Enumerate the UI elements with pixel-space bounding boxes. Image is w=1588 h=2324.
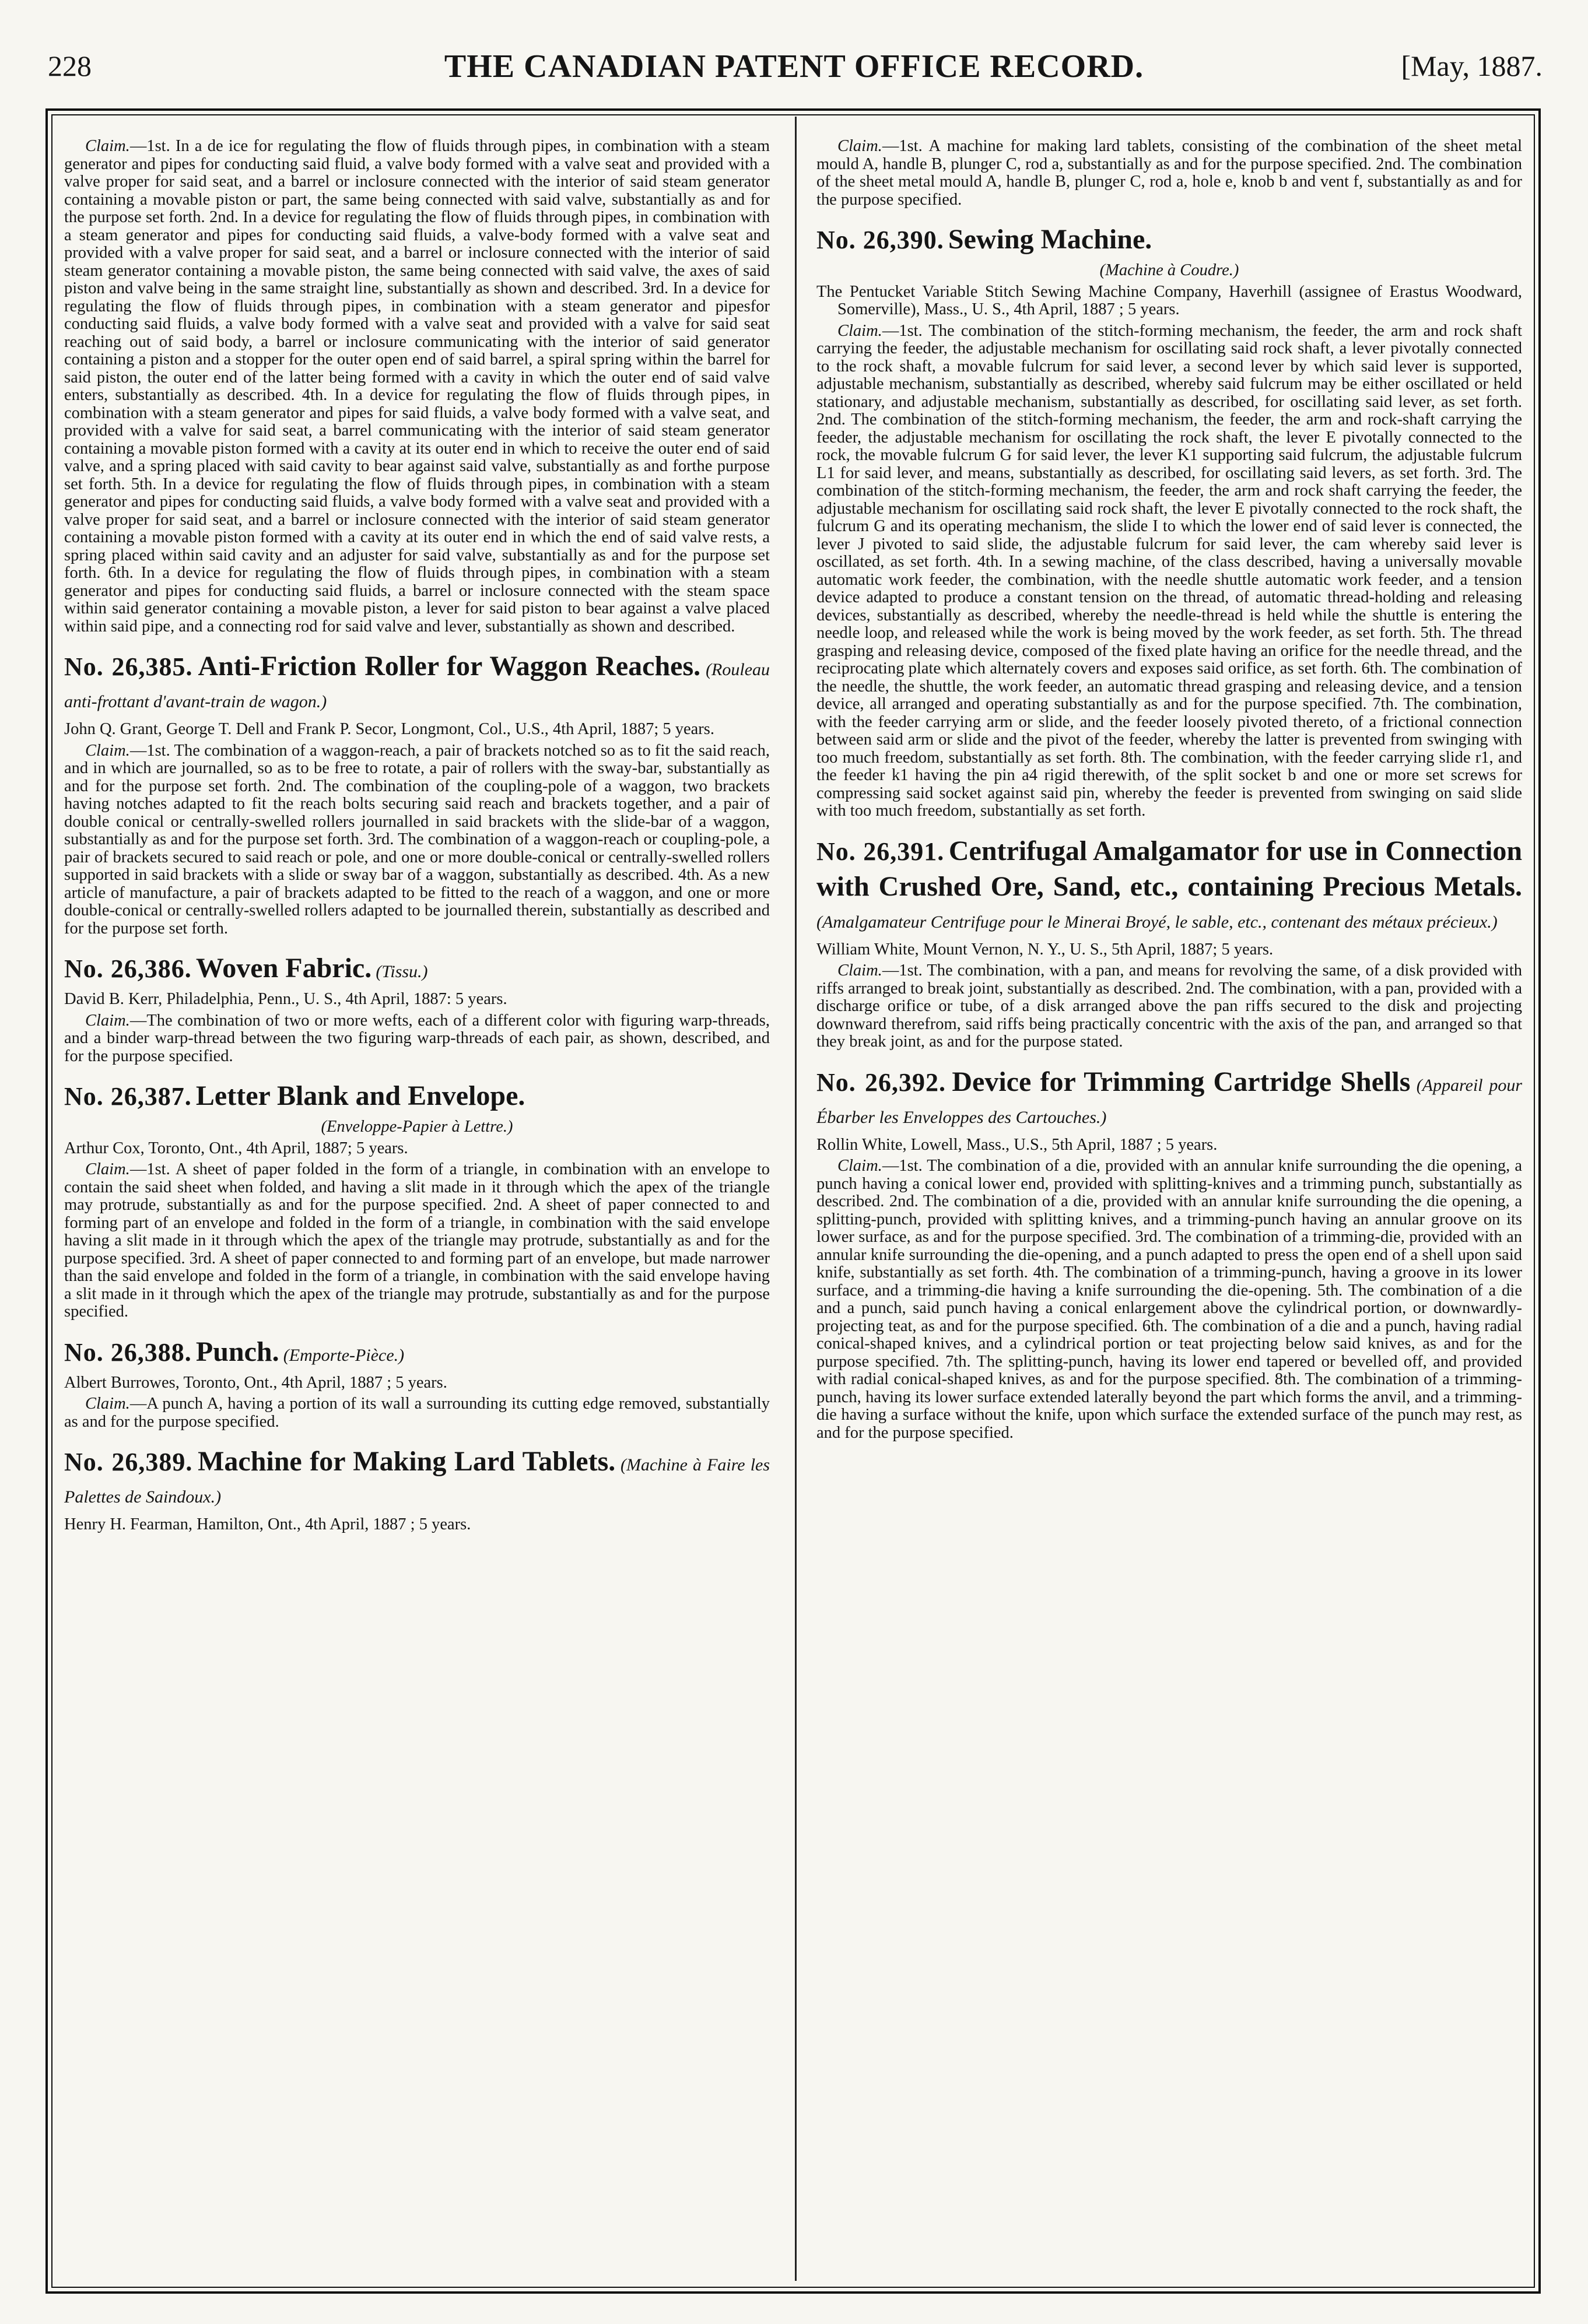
patent-title: Woven Fabric. [195, 953, 372, 984]
patent-title: Device for Trimming Cartridge Shells [952, 1066, 1411, 1097]
french-title: (Machine à Coudre.) [1099, 261, 1239, 279]
patent-number: No. 26,388. [64, 1337, 192, 1367]
patent-applicant: The Pentucket Variable Stitch Sewing Machine Company, Haverhill (assignee of Erastus Woodward, Somerville), Mass., U. S., 4th April, 1887 ; 5 years. [816, 282, 1522, 318]
entry-header-26387 [64, 1080, 770, 1116]
patent-claim [816, 138, 1522, 209]
patent-title: Machine for Making Lard Tablets. [198, 1446, 616, 1477]
patent-number: No. 26,385. [64, 652, 193, 681]
patent-claim [64, 1395, 770, 1431]
patent-applicant: Albert Burrowes, Toronto, Ont., 4th April, 1887 ; 5 years. [64, 1373, 447, 1392]
claim-label: Claim. [85, 741, 130, 760]
page-number: 228 [48, 50, 92, 82]
column-divider [795, 117, 797, 2281]
right-column [816, 138, 1522, 1445]
patent-number: No. 26,390. [816, 226, 944, 254]
patent-number: No. 26,386. [64, 954, 192, 983]
patent-title: Anti-Friction Roller for Waggon Reaches. [198, 651, 701, 682]
claim-text: —1st. A machine for making lard tablets, consisting of the combination of the sheet metal mould A, handle B, plunger C, rod a, substantially as and for the purpose specified. 2nd. The combination of the sheet metal mould A, handle B, plunger C, rod a, hole e, knob b and vent f, substantially as and for the purpose specified. [816, 137, 1522, 209]
patent-claim [816, 322, 1522, 820]
french-title: (Emporte-Pièce.) [283, 1345, 405, 1365]
running-header [35, 36, 1553, 100]
claim-label: Claim. [85, 1011, 130, 1030]
patent-claim [816, 1157, 1522, 1442]
patent-number: No. 26,392. [816, 1068, 946, 1097]
claim-label: Claim. [85, 1160, 130, 1178]
entry-header-26392 [816, 1066, 1522, 1134]
patent-title: Sewing Machine. [948, 224, 1152, 255]
claim-text: —1st. In a de ice for regulating the flow of fluids through pipes, in combination with a steam generator and pipes for conducting said fluid, a valve body formed with a valve seat and provided with a valve proper for said seat, and a barrel or inclosure connected with the interior of said steam generator containing a movable piston or part, the same being connected with said valve, substantially as and for the purpose set forth. 2nd. In a device for regulating the flow of fluids through pipes, in combination with a steam generator and pipes for conducting said fluids, a valve-body formed with a valve seat and provided with a valve proper for said seat, and a barrel or inclosure connected with the interior of said steam generator containing a movable piston, the same being connected with said valve, the axes of said piston and valve being in the same straight line, substantially as shown and described. 3rd. In a device for regulating the flow of fluids through pipes, in combination with a steam generator and pipesfor conducting said fluids, a valve body formed with a valve seat and provided with a valve for said seat reaching out of said body, a barrel or inclosure communicating with the interior of said generator containing a piston and a stopper for the outer open end of said barrel, a spiral spring within the barrel for said piston, the outer end of the latter being formed with a cavity in which the outer end of said valve enters, substantially as described. 4th. In a device for regulating the flow of fluids through pipes, in combination with a steam generator and pipes for said fluids, a valve body formed with a valve seat, and provided with a valve for said seat, a barrel communicating with the interior of said steam generator containing a movable piston formed with a cavity at its outer end in which to receive the outer end of said valve, and a spring placed with said cavity to bear against said valve, substantially as and forthe purpose set forth. 5th. In a device for regulating the flow of fluids through pipes, in combination with a steam generator and pipes for conducting said fluids, a valve body formed with a valve seat and provided with a valve proper for said seat, and a barrel or inclosure connected with the interior of said steam generator containing a movable piston formed with a cavity at its outer end in which the end of said valve rests, a spring placed within said cavity and an adjuster for said valve, substantially as and for the purpose set forth. 6th. In a device for regulating the flow of fluids through pipes, in combination with a steam generator and pipes for conducting said fluids, a barrel or inclosure connected with the steam space within said generator containing a movable piston, a lever for said piston to bear against a valve placed within said pipe, and a connecting rod for said valve and lever, substantially as shown and described. [64, 137, 770, 636]
claim-label: Claim. [837, 321, 882, 340]
claim-label: Claim. [85, 137, 130, 155]
patent-claim [64, 742, 770, 938]
claim-text: —1st. The combination of the stitch-forming mechanism, the feeder, the arm and rock shaft carrying the feeder, the adjustable mechanism for oscillating said rock shaft, a lever pivotally connected to the rock shaft, a movable fulcrum for said lever, a second lever by which said lever is supported, adjustable mechanism, substantially as described, whereby said fulcrum may be either oscillated or held stationary, and adjustable mechanism, substantially as described, for oscillating said lever, as set forth. 2nd. The combination of the stitch-forming mechanism, the feeder, the arm and rock-shaft carrying the feeder, the adjustable mechanism for oscillating the rock shaft, the lever E pivotally connected to the rock, the movable fulcrum G for said lever, the lever K1 supporting said fulcrum, the adjustable fulcrum L1 for said lever, and means, substantially as described, for oscillating said levers, as set forth. 3rd. The combination of the stitch-forming mechanism, the feeder, the arm and rock shaft carrying the feeder, the adjustable mechanism for oscillating said rock shaft, the lever E pivotally connected to the rock shaft, the fulcrum G and its operating mechanism, the slide I to which the lower end of said lever is connected, the lever J pivoted to said slide, the adjustable fulcrum for said lever, the cam whereby said lever is oscillated, as set forth. 4th. In a sewing machine, of the class described, having a universally movable automatic work feeder, the combination, with the needle shuttle automatic work feeder, and a tension device adapted to produce a constant tension on the thread, of automatic thread-holding and releasing devices, substantially as described, whereby the needle-thread is held while the shuttle is entering the needle loop, and released while the work is being moved by the work feeder, as set forth. 5th. The thread grasping and releasing device, composed of the fixed plate having an orifice for the needle thread, and the reciprocating plate which alternately covers and exposes said orifice, as set forth. 6th. The combination of the needle, the shuttle, the work feeder, an automatic thread grasping and releasing device, and a tension device, all arranged and operating substantially as and for the purpose specified. 7th. The combination, with the feeder carrying arm or slide, and the feeder loosely pivoted thereto, of a frictional connection between said arm or slide and the pivot of the feeder, whereby the latter is prevented from swinging with too much freedom, substantially as set forth. 8th. The combination, with the feeder carrying slide r1, and the feeder k1 having the pin a4 rigid therewith, of the split socket b and one or more set screws for compressing said socket against said pin, whereby the feeder is prevented from swinging on said slide with too much freedom, substantially as set forth. [816, 321, 1522, 820]
french-title: (Tissu.) [376, 962, 428, 981]
claim-continued [64, 138, 770, 636]
french-title: (Amalgamateur Centrifuge pour le Minerai Broyé, le sable, etc., contenant des métaux précieux.) [816, 912, 1498, 932]
patent-number: No. 26,391. [816, 837, 945, 866]
patent-applicant: Arthur Cox, Toronto, Ont., 4th April, 1887; 5 years. [64, 1139, 408, 1157]
entry-header-26385 [64, 651, 770, 718]
patent-claim [64, 1012, 770, 1066]
patent-applicant: William White, Mount Vernon, N. Y., U. S., 5th April, 1887; 5 years. [816, 940, 1274, 959]
claim-text: —1st. The combination, with a pan, and means for revolving the same, of a disk provided with riffs arranged to break joint, substantially as described. 2nd. The combination, with a pan, provided with a discharge orifice or tube, of a disk arranged above the pan riffs secured to the disk and projecting downward therefrom, said riffs being practically concentric with the axis of the pan, and arranged so that they break joint, as and for the purpose stated. [816, 961, 1522, 1051]
patent-number: No. 26,389. [64, 1448, 193, 1476]
claim-label: Claim. [837, 1157, 882, 1175]
patent-applicant: John Q. Grant, George T. Dell and Frank P. Secor, Longmont, Col., U.S., 4th April, 1887; 5 years. [64, 720, 715, 738]
entry-header-26389 [64, 1446, 770, 1514]
patent-number: No. 26,387. [64, 1082, 192, 1111]
patent-claim [816, 962, 1522, 1051]
french-title: (Machine à Faire les Palettes de Saindoux.) [64, 1455, 770, 1507]
claim-text: —A punch A, having a portion of its wall a surrounding its cutting edge removed, substantially as and for the purpose specified. [64, 1395, 770, 1431]
patent-title: Punch. [195, 1336, 279, 1367]
patent-applicant: Rollin White, Lowell, Mass., U.S., 5th April, 1887 ; 5 years. [816, 1135, 1218, 1154]
claim-text: —1st. The combination of a waggon-reach, a pair of brackets notched so as to fit the said reach, and in which are journalled, so as to be free to rotate, a pair of rollers with the sway-bar, substantially as and for the purpose set forth. 2nd. The combination of the coupling-pole of a waggon, two brackets having notches adapted to fit the reach bolts securing said reach and brackets together, and a pair of double conical or centrally-swelled rollers journalled in said brackets with the slide-bar of a waggon, substantially as and for the purpose set forth. 3rd. The combination of a waggon-reach or coupling-pole, a pair of brackets secured to said reach or pole, and one or more double-conical or centrally-swelled rollers supported in said brackets with a slide or sway bar of a waggon, substantially as described. 4th. As a new article of manufacture, a pair of brackets adapted to be fitted to the reach of a waggon, and one or more double-conical or centrally-swelled rollers adapted to be journalled therein, substantially as described and for the purpose set forth. [64, 741, 770, 938]
left-column [64, 138, 770, 1537]
patent-title: Letter Blank and Envelope. [195, 1080, 525, 1111]
claim-label: Claim. [85, 1395, 130, 1413]
claim-label: Claim. [837, 961, 882, 980]
claim-text: —1st. The combination of a die, provided with an annular knife surrounding the die opening, a punch having a conical lower end, provided with splitting-knives and a trimming punch, substantially as described. 2nd. The combination of a die, provided with an annular knife surrounding the die opening, a splitting-punch, provided with splitting knives, and a trimming-punch having an annular groove on its lower surface, as and for the purpose specified. 3rd. The combination of a trimming-die, provided with an annular knife surrounding the die-opening, and a punch adapted to press the open end of a shell upon said knife, substantially as set forth. 4th. The combination of a trimming-punch, having a groove in its lower surface, and a trimming-die having a knife surrounding the die-opening. 5th. The combination of a die and a punch, said punch having a conical enlargement above the cylindrical portion, or downwardly-projecting teat, as and for the purpose specified. 6th. The combination of a die and a punch, having radial conical-shaped knives, and a cylindrical portion or teat projecting below said knives, as and for the purpose specified. 7th. The splitting-punch, having its lower end tapered or bevelled off, and provided with radial conical-shaped knives, as and for the purpose specified. 8th. The combination of a trimming-punch, having its lower surface extended laterally beyond the part which forms the anvil, and a trimming-die having a surface without the knife, upon which surface the extended surface of the punch may rest, as and for the purpose specified. [816, 1157, 1522, 1442]
claim-text: —The combination of two or more wefts, each of a different color with figuring warp-threads, and a binder warp-thread between the two figuring warp-threads of each pair, as shown, described, and for the purpose specified. [64, 1011, 770, 1065]
journal-title: THE CANADIAN PATENT OFFICE RECORD. [444, 48, 1144, 85]
french-title: (Enveloppe-Papier à Lettre.) [321, 1118, 513, 1136]
claim-label: Claim. [837, 137, 882, 155]
patent-applicant: David B. Kerr, Philadelphia, Penn., U. S., 4th April, 1887: 5 years. [64, 990, 507, 1008]
claim-text: —1st. A sheet of paper folded in the form of a triangle, in combination with an envelope to contain the said sheet when folded, and having a slit made in it through which the apex of the triangle may protrude, substantially as and for the purpose specified. 2nd. A sheet of paper connected to and forming part of an envelope and folded in the form of a triangle, in combination with the said envelope having a slit made in it through which the apex of the triangle may protrude, substantially as and for the purpose specified. 3rd. A sheet of paper connected to and forming part of an envelope, but made narrower than the said envelope and folded in the form of a triangle, in combination with the said envelope having a slit made in it through which the apex of the triangle may protrude, substantially as and for the purpose specified. [64, 1160, 770, 1321]
french-title: (Rouleau anti-frottant d'avant-train de wagon.) [64, 660, 770, 711]
patent-title: Centrifugal Amalgamator for use in Connection with Crushed Ore, Sand, etc., containing Precious Metals. [816, 835, 1523, 902]
french-title: (Appareil pour Ébarber les Enveloppes des Cartouches.) [816, 1075, 1523, 1127]
patent-applicant: Henry H. Fearman, Hamilton, Ont., 4th April, 1887 ; 5 years. [64, 1515, 471, 1533]
entry-header-26388 [64, 1336, 770, 1372]
entry-header-26391 [816, 835, 1522, 939]
patent-claim [64, 1161, 770, 1321]
entry-header-26386 [64, 953, 770, 988]
entry-header-26390 [816, 224, 1522, 259]
issue-date: [May, 1887. [1401, 50, 1543, 82]
